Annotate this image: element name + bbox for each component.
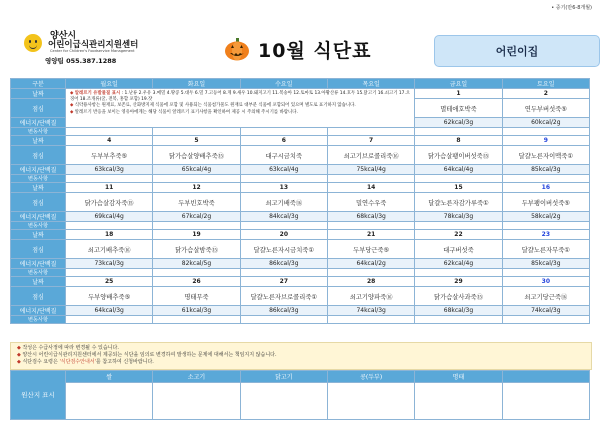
date-cell: 8: [415, 136, 502, 146]
nutrition-row: [11, 259, 590, 269]
nutrition-cell: 86kcal/3g: [240, 259, 327, 269]
date-row: [11, 89, 590, 99]
date-label: 날짜: [11, 277, 66, 287]
nutrition-cell: 75kcal/4g: [327, 165, 414, 175]
meal-cell: 달걀노른자이맥죽①: [502, 146, 589, 165]
meal-cell: 닭가슴살밤죽⑮: [153, 240, 240, 259]
origin-value: [415, 383, 502, 420]
footer-notes: ◆ 작성은 수급사정에 따라 변경될 수 있습니다. ◆ 양산시 어린이급식관리지원센터에서 제공되는 식단을 임의로 변경하여 발생하는 문제에 대해서는 책임지지 않습니다. ◆ 식단검수 요령은 '식단검수안내서'를 참고하여 신청바랍니다.: [10, 342, 592, 370]
nutrition-cell: 64kcal/3g: [66, 306, 153, 316]
day-header: 토요일: [502, 79, 589, 89]
nutrition-label: 에너지/단백질: [11, 118, 66, 128]
date-cell: 13: [240, 183, 327, 193]
nutrition-cell: 82kcal/5g: [153, 259, 240, 269]
meal-cell: 닭가슴살팽이버섯죽⑮: [415, 146, 502, 165]
origin-value-row: [11, 383, 590, 420]
date-cell: 7: [327, 136, 414, 146]
lunch-row: [11, 146, 590, 165]
meal-cell: 달걀노른자감가루죽①: [415, 193, 502, 212]
allergy-list: : 1.난류 2.우유 3.메밀 4.땅콩 5.대두 6.밀 7.고등어 8.게 9.새우 10.돼지고기 11.복숭아 12.토마토 13.아황산류 14.호두 15.닭고기 16.쇠고기 17.오징어 18.조개류(굴, 전복, 홍합 포함) 19.잣: [70, 91, 411, 103]
date-row: [11, 277, 590, 287]
meal-cell: 명태무죽: [153, 287, 240, 306]
footer-note-1: 작성은 수급사정에 따라 변경될 수 있습니다.: [22, 345, 119, 351]
date-cell: 23: [502, 230, 589, 240]
city-name: 양산시: [50, 31, 77, 41]
change-row: [11, 222, 590, 230]
footer-note-3a: 식단검수 요령은: [22, 359, 60, 366]
origin-table: [10, 370, 590, 420]
meal-cell: 쇠고기배죽⑯: [240, 193, 327, 212]
lunch-label: 점심: [11, 287, 66, 306]
change-label: 변동사항: [11, 316, 66, 324]
change-label: 변동사항: [11, 269, 66, 277]
date-cell: 20: [240, 230, 327, 240]
nutrition-cell: 78kcal/3g: [415, 212, 502, 222]
day-header: 월요일: [66, 79, 153, 89]
pumpkin-icon: [224, 38, 250, 61]
lunch-label: 점심: [11, 146, 66, 165]
nutrition-cell: 63kcal/4g: [240, 165, 327, 175]
nutrition-cell: 85kcal/3g: [502, 259, 589, 269]
nutrition-cell: 74kcal/3g: [327, 306, 414, 316]
date-label: 날짜: [11, 136, 66, 146]
date-cell: 29: [415, 277, 502, 287]
lunch-label: 점심: [11, 193, 66, 212]
meal-cell: 연두부버섯죽⑤: [502, 99, 589, 118]
date-cell: 4: [66, 136, 153, 146]
nutrition-row: [11, 306, 590, 316]
allergy-title: 알레르기 유발물질 표시: [74, 91, 121, 96]
contact-phone: 영양팀 055.387.1288: [45, 57, 117, 65]
day-header: 금요일: [415, 79, 502, 89]
meal-cell: 달걀노른자시금치죽①: [240, 240, 327, 259]
allergy-note-2: 식약용사항는 원재료, 보존료, 산화방지제 식품에 포함 및 사용되는 식품첨가물도 원재료 대부분 식품에 포함되어 있으며 별도로 표기하지 않습니다.: [74, 103, 356, 109]
nutrition-cell: 63kcal/3g: [66, 165, 153, 175]
meal-cell: 달걀노른자브로콜리죽①: [240, 287, 327, 306]
date-row: [11, 230, 590, 240]
date-cell: 9: [502, 136, 589, 146]
nutrition-cell: 64kcal/4g: [415, 165, 502, 175]
footer-note-2: 양산시 어린이급식관리지원센터에서 제공되는 식단을 임의로 변경하여 발생하는 문제에 대해서는 책임지지 않습니다.: [22, 352, 277, 359]
date-cell: 22: [415, 230, 502, 240]
date-cell: 12: [153, 183, 240, 193]
date-cell: 26: [153, 277, 240, 287]
lunch-row: [11, 240, 590, 259]
date-cell: 15: [415, 183, 502, 193]
origin-value: [240, 383, 327, 420]
meal-cell: 대구시금치죽: [240, 146, 327, 165]
meal-cell: 멸테애호박죽: [415, 99, 502, 118]
date-label: 날짜: [11, 183, 66, 193]
nutrition-cell: 73kcal/3g: [66, 259, 153, 269]
date-cell: 2: [502, 89, 589, 99]
center-english-name: Center for Children's Foodservice Management: [50, 49, 135, 53]
date-label: 날짜: [11, 230, 66, 240]
change-label: 변동사항: [11, 175, 66, 183]
meal-cell: 닭가슴살감자죽⑮: [66, 193, 153, 212]
origin-header: 명태: [415, 371, 502, 383]
meal-cell: 두부빈호박죽: [153, 193, 240, 212]
day-header: 화요일: [153, 79, 240, 89]
change-label: 변동사항: [11, 128, 66, 136]
origin-value: [327, 383, 414, 420]
meal-cell: 쇠고기배추죽⑯: [66, 240, 153, 259]
change-row: [11, 316, 590, 324]
nutrition-label: 에너지/단백질: [11, 259, 66, 269]
nutrition-cell: 69kcal/4g: [66, 212, 153, 222]
change-row: [11, 175, 590, 183]
nutrition-label: 에너지/단백질: [11, 165, 66, 175]
change-row: [11, 269, 590, 277]
gubun-label: 구분: [11, 79, 66, 89]
date-cell: 1: [415, 89, 502, 99]
lunch-label: 점심: [11, 240, 66, 259]
origin-header: [502, 371, 589, 383]
origin-value: [502, 383, 589, 420]
meal-cell: 밀연수우죽: [327, 193, 414, 212]
date-cell: 25: [66, 277, 153, 287]
date-cell: 11: [66, 183, 153, 193]
page-note: • 증기(만6-8개월): [551, 5, 592, 11]
nutrition-cell: 58kcal/2g: [502, 212, 589, 222]
meal-cell: 쇠고기양파죽⑯: [327, 287, 414, 306]
change-label: 변동사항: [11, 222, 66, 230]
origin-value: [153, 383, 240, 420]
date-cell: 19: [153, 230, 240, 240]
lunch-label: 점심: [11, 99, 66, 118]
nutrition-cell: 61kcal/3g: [153, 306, 240, 316]
day-header-row: [11, 79, 590, 89]
allergy-notes: ◆ 알레르기 유발물질 표시 : 1.난류 2.우유 3.메밀 4.땅콩 5.대두 6.밀 7.고등어 8.게 9.새우 10.돼지고기 11.복숭아 12.토마토 13.아황산류 14.호두 15.닭고기 16.쇠고기 17.오징어 18.조개류(굴, 전복, 홍합 포함) 19.잣 ◆ 식약용사항는 원재료, 보존료, 산화방지제 식품에 포함 및 사용되는 식품첨가물도 원재료 대부분 식품에 포함되어 있으며 별도로 표기하지 않습니다. ◆ 알레르기 반응을 보이는 영유아에게는 해당 식품이 알레르기 표기사항을 확인하여 제공 시 주의해 주시기를 바랍니다.: [66, 89, 415, 128]
nutrition-cell: 67kcal/2g: [153, 212, 240, 222]
nutrition-cell: 85kcal/3g: [502, 165, 589, 175]
meal-cell: 닭가슴살양배추죽⑮: [153, 146, 240, 165]
date-row: [11, 136, 590, 146]
date-cell: 14: [327, 183, 414, 193]
date-cell: 30: [502, 277, 589, 287]
nutrition-cell: 65kcal/4g: [153, 165, 240, 175]
day-header: 목요일: [327, 79, 414, 89]
footer-note-3-link[interactable]: '식단검수안내서': [59, 359, 96, 366]
nutrition-cell: 84kcal/3g: [240, 212, 327, 222]
nutrition-label: 에너지/단백질: [11, 212, 66, 222]
meal-cell: 두부양배추죽⑤: [66, 287, 153, 306]
day-header: 수요일: [240, 79, 327, 89]
lunch-row: [11, 287, 590, 306]
footer-note-3c: 를 참고하여 신청바랍니다.: [96, 359, 154, 366]
change-row: [11, 128, 590, 136]
origin-header: 소고기: [153, 371, 240, 383]
meal-cell: 달걀노른자무죽①: [502, 240, 589, 259]
nutrition-label: 에너지/단백질: [11, 306, 66, 316]
date-cell: 27: [240, 277, 327, 287]
meal-cell: 닭가슴살사과죽⑮: [415, 287, 502, 306]
nutrition-row: [11, 212, 590, 222]
date-cell: 16: [502, 183, 589, 193]
audience-badge: 어린이집: [434, 35, 600, 67]
meal-cell: 두부부추죽⑤: [66, 146, 153, 165]
meal-cell: 대구버섯죽: [415, 240, 502, 259]
date-cell: 18: [66, 230, 153, 240]
nutrition-cell: 68kcal/3g: [415, 306, 502, 316]
date-cell: 21: [327, 230, 414, 240]
nutrition-cell: 74kcal/3g: [502, 306, 589, 316]
center-name: 어린이급식관리지원센터: [48, 40, 139, 50]
nutrition-cell: 68kcal/3g: [327, 212, 414, 222]
nutrition-cell: 62kcal/4g: [415, 259, 502, 269]
meal-cell: 두부당근죽⑤: [327, 240, 414, 259]
nutrition-cell: 62kcal/3g: [415, 118, 502, 128]
date-cell: 5: [153, 136, 240, 146]
origin-header-row: [11, 371, 590, 383]
nutrition-cell: 60kcal/2g: [502, 118, 589, 128]
page-title: 10월 식단표: [258, 40, 372, 62]
origin-header: 쌀: [66, 371, 153, 383]
origin-header: 콩(두부): [327, 371, 414, 383]
origin-value: [66, 383, 153, 420]
meal-cell: 쇠고기브로콜리죽⑯: [327, 146, 414, 165]
nutrition-cell: 64kcal/2g: [327, 259, 414, 269]
date-label: 날짜: [11, 89, 66, 99]
allergy-note-3: 알레르기 반응을 보이는 영유아에게는 해당 식품이 알레르기 표기사항을 확인하여 제공 시 주의해 주시기를 바랍니다.: [74, 109, 298, 115]
meal-cell: 쇠고기당근죽⑯: [502, 287, 589, 306]
date-row: [11, 183, 590, 193]
nutrition-cell: 86kcal/3g: [240, 306, 327, 316]
date-cell: 28: [327, 277, 414, 287]
date-cell: 6: [240, 136, 327, 146]
page-header: [10, 22, 590, 68]
meal-cell: 두부팽이버섯죽⑤: [502, 193, 589, 212]
nutrition-row: [11, 165, 590, 175]
origin-label: 원산지 표시: [11, 371, 66, 420]
smiley-logo-icon: [24, 34, 42, 52]
lunch-row: [11, 193, 590, 212]
meal-table: [10, 78, 590, 324]
origin-header: 닭고기: [240, 371, 327, 383]
